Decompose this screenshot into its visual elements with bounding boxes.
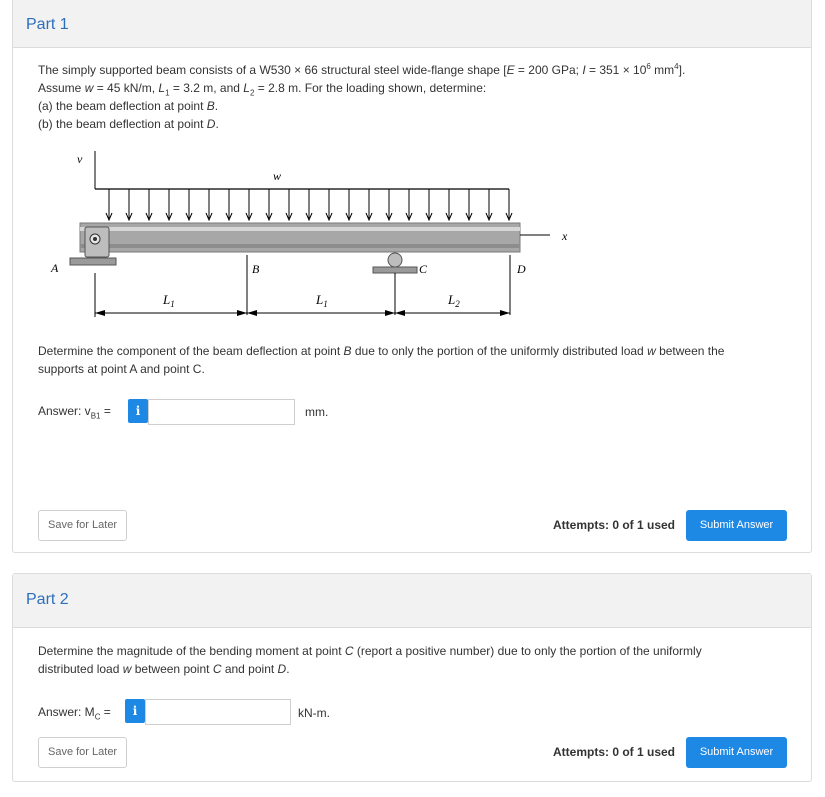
point-a-label: A — [51, 261, 59, 275]
part2-info-icon[interactable]: i — [125, 699, 145, 723]
problem-part-a: (a) the beam deflection at point B. — [38, 99, 219, 113]
dim-l1-right-label: $L_1$ — [316, 292, 328, 309]
x-axis-label: x — [562, 229, 568, 243]
dim-l1-left-label: $L_1$ — [163, 292, 175, 309]
part1-answer-input[interactable] — [148, 399, 295, 425]
load-arrows — [106, 189, 512, 220]
point-d-label: D — [517, 262, 526, 276]
part1-answer-unit: mm. — [305, 405, 329, 419]
part1-submit-button[interactable]: Submit Answer — [686, 510, 787, 541]
problem-part-b: (b) the beam deflection at point D. — [38, 117, 219, 131]
part1-answer-label: Answer: $v_{B1}$ = — [38, 404, 111, 421]
problem-line-1: The simply supported beam consists of a W530 × 66 structural steel wide-flange shape [E = 200 GPa; $I = 351 \times 10^6$ $mm^4$]. — [38, 62, 686, 77]
part2-attempts: Attempts: 0 of 1 used — [553, 745, 676, 759]
part2-panel — [12, 573, 812, 782]
part2-submit-button[interactable]: Submit Answer — [686, 737, 787, 768]
part2-answer-unit: kN-m. — [298, 706, 330, 720]
part2-question-line-2: distributed load w between point C and point D. — [38, 662, 290, 676]
part2-answer-label: Answer: $M_C$ = — [38, 705, 111, 722]
point-c-label: C — [419, 262, 428, 276]
part2-header: Part 2 — [13, 574, 811, 628]
part1-attempts: Attempts: 0 of 1 used — [553, 518, 676, 532]
beam-diagram — [25, 147, 585, 327]
part1-info-icon[interactable]: i — [128, 399, 148, 423]
part2-answer-input[interactable] — [145, 699, 291, 725]
part1-header: Part 1 — [13, 0, 811, 48]
pin-support-a — [70, 227, 116, 265]
part2-question-line-1: Determine the magnitude of the bending moment at point C (report a positive number) due to only the portion of the uniformly — [38, 644, 702, 658]
part1-panel — [12, 0, 812, 553]
part1-save-button[interactable]: Save for Later — [38, 510, 127, 541]
part1-question-line-2: supports at point A and point C. — [38, 362, 205, 376]
dimension-arrows — [95, 310, 510, 316]
dim-l2-label: $L_2$ — [448, 292, 460, 309]
load-w-label: w — [273, 169, 282, 183]
roller-support-c — [373, 253, 417, 273]
beam-flange-shadow — [80, 244, 520, 248]
problem-line-2: Assume w = 45 kN/m, $L_1 = 3.2$ m, and $L_2 = 2.8$ m. For the loading shown, determine: — [38, 81, 487, 98]
point-b-label: B — [252, 262, 260, 276]
part2-save-button[interactable]: Save for Later — [38, 737, 127, 768]
v-axis-label: v — [77, 152, 83, 166]
beam-flange-highlight — [80, 227, 520, 231]
part1-question-line-1: Determine the component of the beam deflection at point B due to only the portion of the uniformly distributed load w between the — [38, 344, 725, 358]
